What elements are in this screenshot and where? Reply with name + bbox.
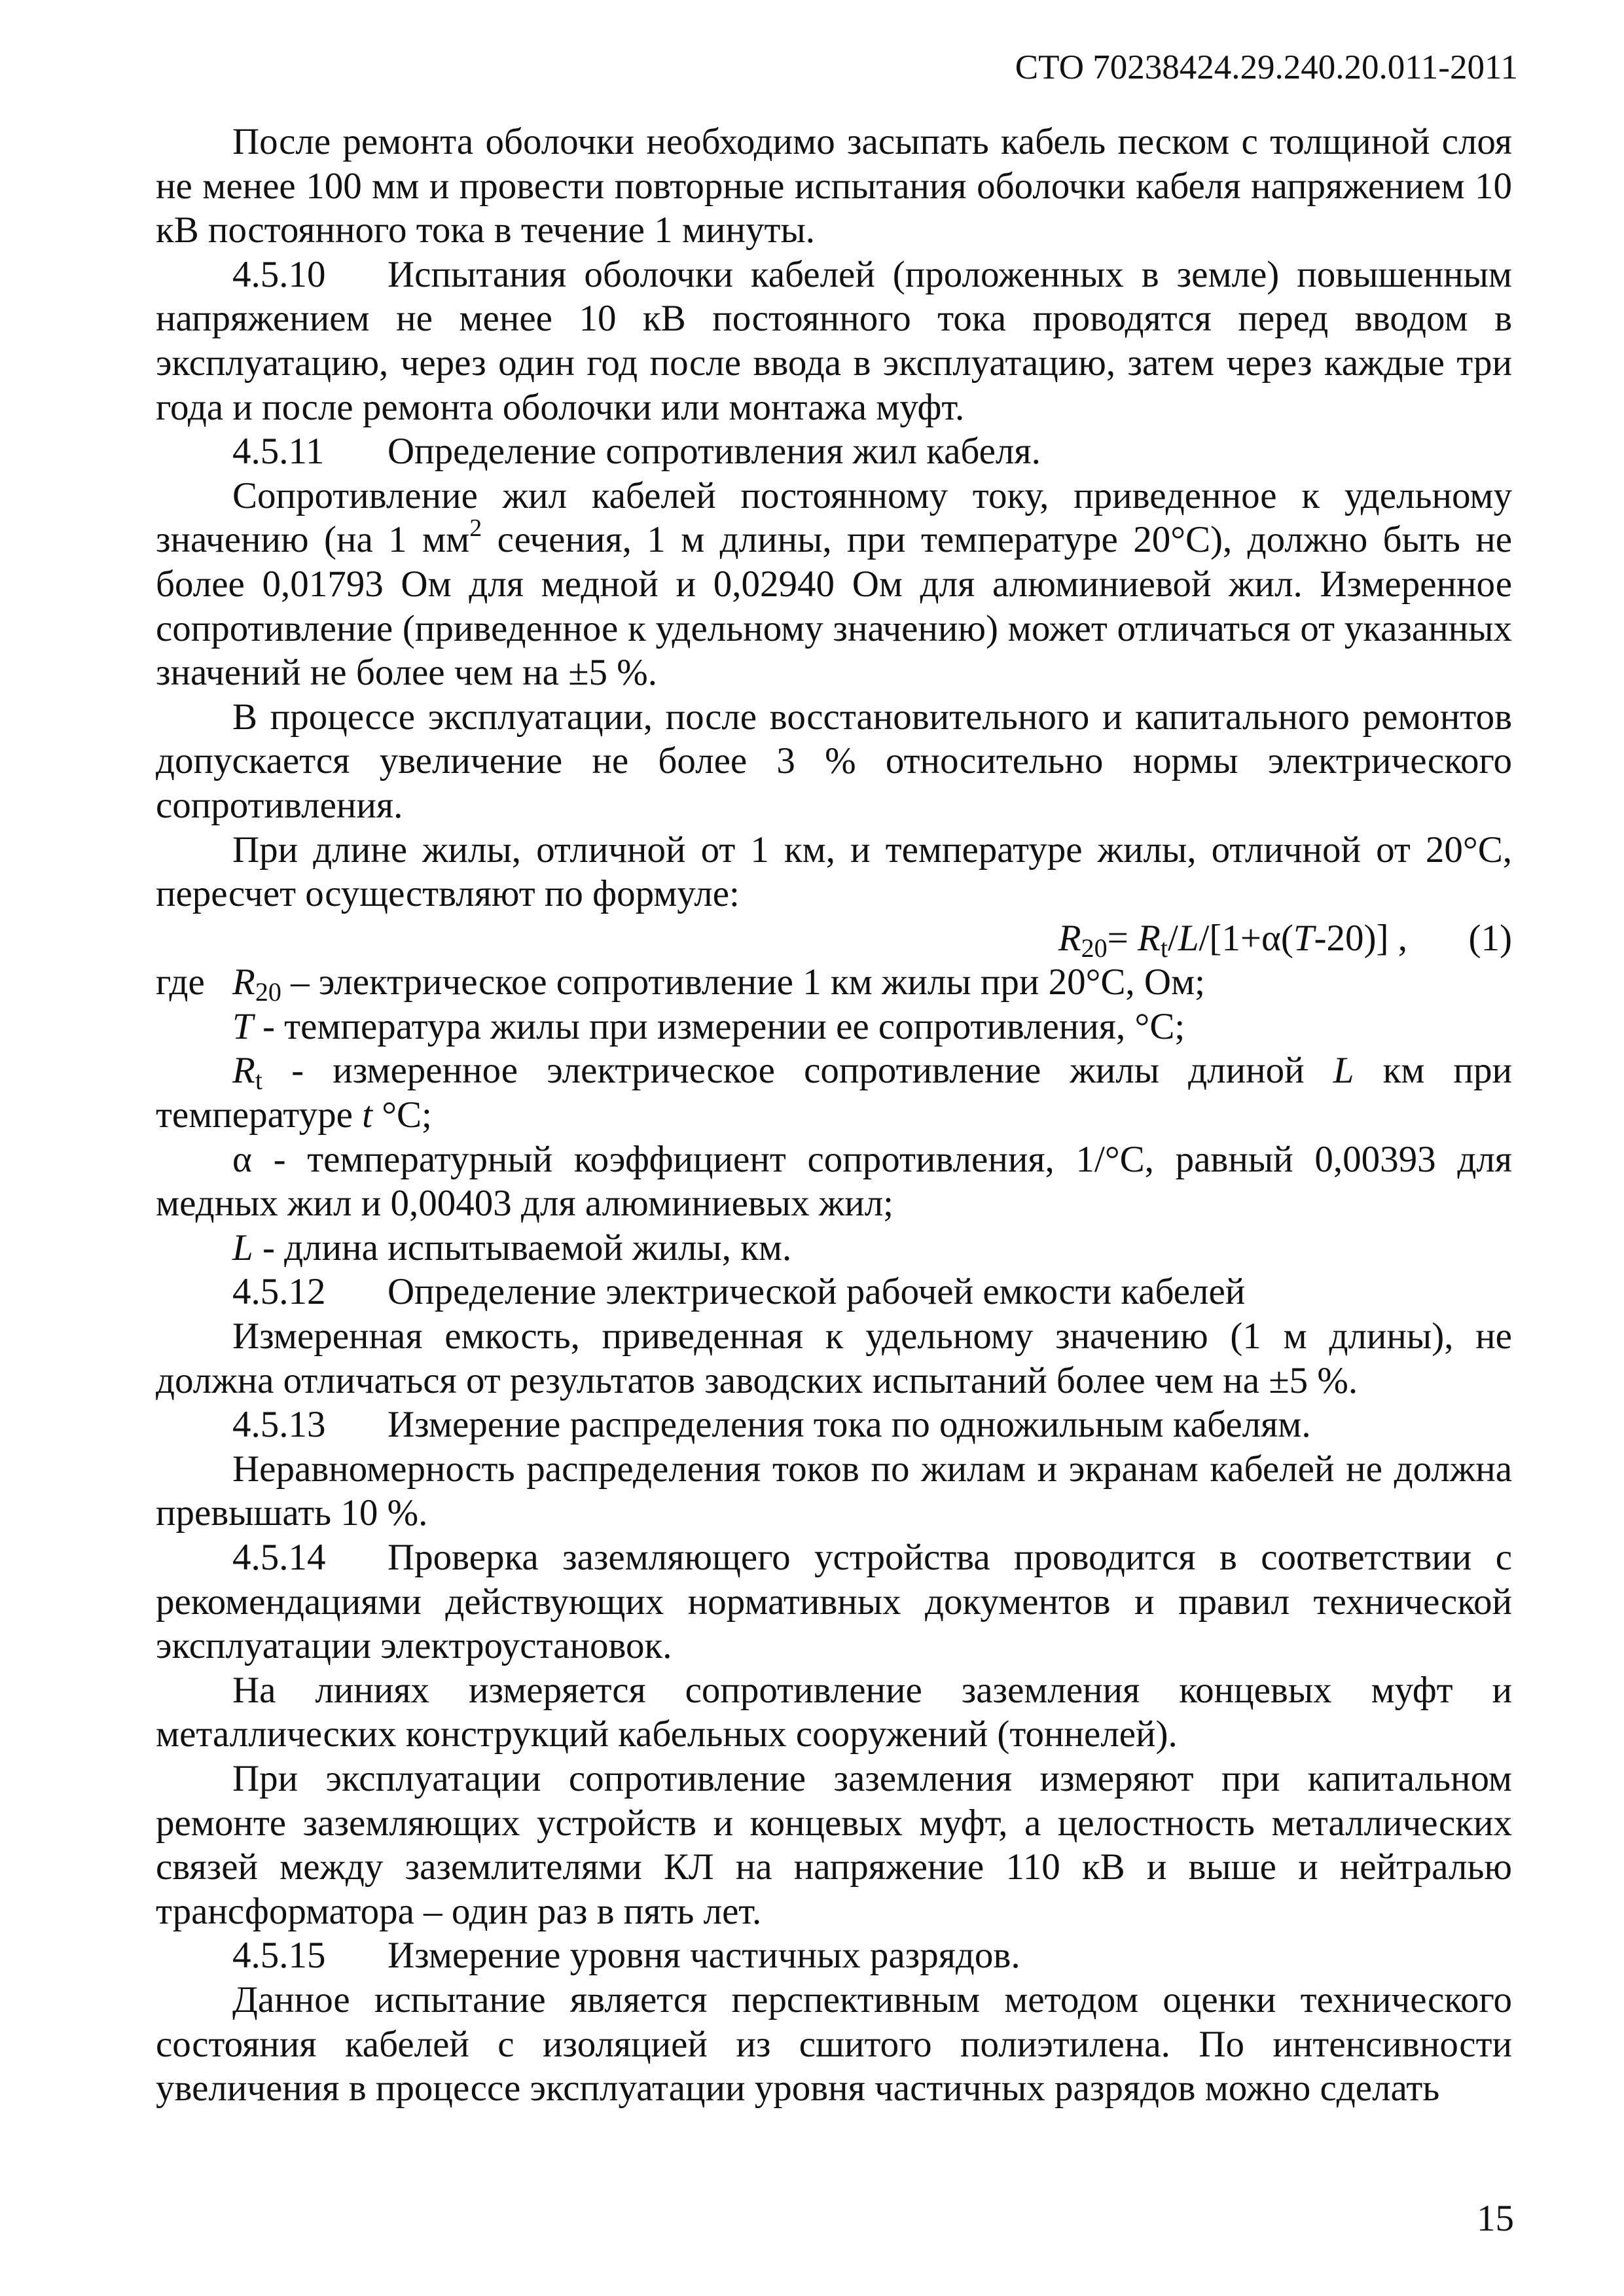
symbol-l: L [1178, 917, 1199, 959]
page-body [156, 120, 1512, 2111]
section-4-5-14 [156, 1535, 1512, 1668]
paragraph-partial-discharge: Данное испытание является перспективным методом оценки технического состояния кабелей с изоляцией из сшитого полиэтилена. По интенсивности увеличения в процессе эксплуатации уровня частичных разрядов можно сделать [156, 1979, 1512, 2109]
paragraph-grounding-lines: На линиях измеряется сопротивление заземления концевых муфт и металлических конструкций кабельных сооружений (тоннелей). [156, 1669, 1512, 1755]
slash: / [1167, 917, 1178, 959]
symbol-l: L [232, 1227, 253, 1268]
section-number: 4.5.10 [232, 253, 326, 295]
where-label: где [156, 961, 205, 1003]
section-4-5-12 [156, 1270, 1512, 1314]
formula-bracket-open: /[1+α( [1199, 917, 1293, 959]
definition-r20 [156, 960, 1512, 1005]
paragraph-core-resistance [156, 474, 1512, 695]
section-number: 4.5.13 [232, 1404, 326, 1446]
section-number: 4.5.12 [232, 1271, 326, 1313]
definition-t [156, 1005, 1512, 1049]
section-4-5-13 [156, 1403, 1512, 1447]
section-text: Проверка заземляющего устройства проводится в соответствии с рекомендациями действующих нормативных документов и правил технической эксплуатации электроустановок. [156, 1537, 1512, 1667]
section-text: Испытания оболочки кабелей (проложенных в земле) повышенным напряжением не менее 10 кВ постоянного тока проводятся перед вводом в эксплуатацию, через один год после ввода в эксплуатацию, затем через каждые три года и после ремонта оболочки или монтажа муфт. [156, 253, 1512, 428]
subscript: 20 [255, 977, 281, 1007]
paragraph-recalculation: При длине жилы, отличной от 1 км, и температуре жилы, отличной от 20°С, пересчет осуществляют по формуле: [156, 829, 1512, 915]
section-number: 4.5.11 [232, 431, 325, 473]
section-heading: Определение сопротивления жил кабеля. [388, 431, 1041, 473]
definition-rt [156, 1049, 1512, 1137]
symbol-r: R [232, 961, 255, 1003]
formula-bracket-close: -20)] , [1314, 917, 1407, 959]
formula-1 [156, 916, 1512, 961]
symbol-t-lower: t [362, 1094, 372, 1136]
definition-text: °С; [372, 1094, 432, 1136]
symbol-r: R [232, 1050, 255, 1092]
text-run: сечения, 1 м длины, при температуре 20°С), должно быть не более 0,01793 Ом для медной и 0,02940 Ом для алюминиевой жил. Измеренное сопротивление (приведенное к удельному значению) может отличаться от указанных значений не более чем на ±5 %. [156, 519, 1512, 694]
formula-number: (1) [1468, 917, 1512, 959]
text-run: Сопротивление жил кабелей постоянному току, приведенное к удельному значению (на 1 мм [156, 475, 1512, 561]
definition-text: км при температуре [156, 1050, 1512, 1136]
subscript: 20 [1081, 933, 1108, 963]
definition-l [156, 1226, 1512, 1270]
equals-sign: = [1107, 917, 1138, 959]
symbol-l: L [1333, 1050, 1354, 1092]
definition-text: - длина испытываемой жилы, км. [253, 1227, 792, 1268]
superscript: 2 [469, 514, 482, 543]
definition-text: – электрическое сопротивление 1 км жилы при 20°С, Ом; [281, 961, 1205, 1003]
symbol-t: T [232, 1005, 253, 1047]
symbol-t: T [1293, 917, 1314, 959]
symbol-rt: R [1138, 917, 1161, 959]
section-heading: Измерение уровня частичных разрядов. [388, 1935, 1020, 1977]
paragraph-capacity: Измеренная емкость, приведенная к удельному значению (1 м длины), не должна отличаться от результатов заводских испытаний более чем на ±5 %. [156, 1316, 1512, 1401]
page-number: 15 [1477, 2198, 1514, 2239]
paragraph-grounding-operation: При эксплуатации сопротивление заземления измеряют при капитальном ремонте заземляющих устройств и концевых муфт, а целостность металлических связей между заземлителями КЛ на напряжение 110 кВ и выше и нейтралью трансформатора – один раз в пять лет. [156, 1757, 1512, 1932]
section-number: 4.5.14 [232, 1537, 326, 1578]
section-heading: Определение электрической рабочей емкости кабелей [388, 1271, 1246, 1313]
section-number: 4.5.15 [232, 1935, 326, 1977]
definition-text: - измеренное электрическое сопротивление жилы длиной [262, 1050, 1333, 1092]
paragraph-operation-increase: В процессе эксплуатации, после восстановительного и капитального ремонтов допускается увеличение не более 3 % относительно нормы электрического сопротивления. [156, 696, 1512, 826]
section-4-5-11 [156, 429, 1512, 474]
definition-alpha: α - температурный коэффициент сопротивления, 1/°С, равный 0,00393 для медных жил и 0,00403 для алюминиевых жил; [156, 1138, 1512, 1225]
symbol-r: R [1058, 917, 1081, 959]
paragraph-current-unevenness: Неравномерность распределения токов по жилам и экранам кабелей не должна превышать 10 %. [156, 1448, 1512, 1534]
subscript: t [1160, 933, 1168, 963]
section-4-5-10 [156, 253, 1512, 429]
definition-text: - температура жилы при измерении ее сопротивления, °С; [253, 1005, 1185, 1047]
section-4-5-15 [156, 1933, 1512, 1978]
document-code-header: СТО 70238424.29.240.20.011-2011 [1015, 48, 1518, 86]
section-heading: Измерение распределения тока по одножильным кабелям. [388, 1404, 1311, 1446]
paragraph-sheath-repair: После ремонта оболочки необходимо засыпать кабель песком с толщиной слоя не менее 100 мм и провести повторные испытания оболочки кабеля напряжением 10 кВ постоянного тока в течение 1 минуты. [156, 121, 1512, 251]
subscript: t [255, 1066, 262, 1096]
formula-expression [1058, 916, 1407, 961]
